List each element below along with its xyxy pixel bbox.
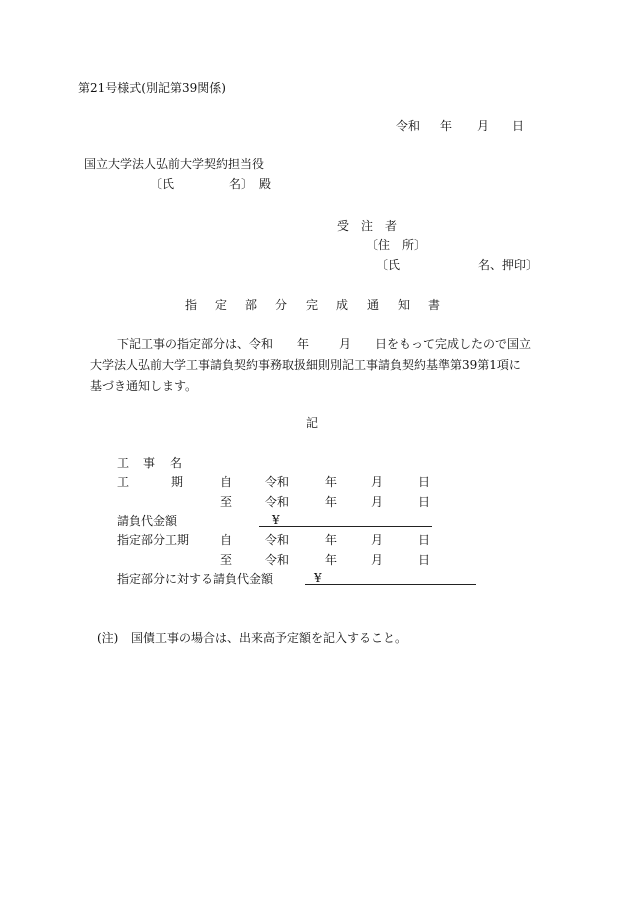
- partial-amount-label: 指定部分に対する請負代金額: [117, 572, 274, 586]
- form-label: 第21号様式(別記第39関係): [78, 81, 226, 95]
- period-from: 自: [220, 475, 233, 489]
- date-year: 年: [440, 119, 453, 133]
- period-label-char: 工: [117, 475, 130, 489]
- ki-heading: 記: [306, 416, 319, 430]
- date-day: 日: [512, 119, 525, 133]
- partial-from-era: 令和: [265, 533, 290, 547]
- doc-title-char: 完: [306, 298, 319, 312]
- partial-from: 自: [220, 533, 233, 547]
- body-line2: 大学法人弘前大学工事請負契約事務取扱細則別記工事請負契約基準第39第1項に: [90, 358, 521, 372]
- doc-title-char: 定: [215, 298, 228, 312]
- contractor-name-close: 名、押印〕: [478, 258, 539, 272]
- date-era: 令和: [396, 119, 421, 133]
- doc-title-char: 指: [185, 298, 198, 312]
- date-month: 月: [477, 119, 490, 133]
- partial-from-month: 月: [371, 533, 384, 547]
- doc-title-char: 成: [336, 298, 349, 312]
- period-from-era: 令和: [265, 475, 290, 489]
- note-text: 国債工事の場合は、出来高予定額を記入すること。: [131, 631, 408, 645]
- period-to-era: 令和: [265, 495, 290, 509]
- contractor-name-open: 〔氏: [376, 258, 401, 272]
- doc-title-char: 知: [398, 298, 411, 312]
- partial-from-year: 年: [325, 533, 338, 547]
- period-label-char: 期: [171, 475, 184, 489]
- partial-to: 至: [220, 553, 233, 567]
- doc-title-char: 分: [275, 298, 288, 312]
- addressee-name-open: 〔氏: [150, 177, 175, 191]
- doc-title-char: 通: [367, 298, 380, 312]
- body-line1-year: 年: [297, 337, 310, 351]
- doc-title-char: 部: [245, 298, 258, 312]
- addressee-honorific: 殿: [259, 177, 272, 191]
- contractor-label: 受 注 者: [337, 219, 398, 233]
- partial-to-day: 日: [418, 553, 431, 567]
- partial-to-year: 年: [325, 553, 338, 567]
- work-name-char: 名: [170, 456, 183, 470]
- body-line1-month: 月: [339, 337, 352, 351]
- work-name-char: 事: [143, 456, 156, 470]
- partial-amount-underline: [305, 584, 476, 585]
- period-to-day: 日: [418, 495, 431, 509]
- addressee-title: 国立大学法人弘前大学契約担当役: [84, 157, 265, 171]
- period-to-year: 年: [325, 495, 338, 509]
- body-line3: 基づき通知します。: [90, 379, 198, 393]
- period-from-year: 年: [325, 475, 338, 489]
- period-from-day: 日: [418, 475, 431, 489]
- note-label: (注): [97, 631, 119, 645]
- contractor-address: 〔住 所〕: [366, 238, 427, 252]
- addressee-name-close: 名〕: [229, 177, 254, 191]
- partial-to-month: 月: [371, 553, 384, 567]
- work-name-char: 工: [117, 456, 130, 470]
- partial-from-day: 日: [418, 533, 431, 547]
- partial-amount-yen: ¥: [314, 571, 322, 585]
- partial-period-label: 指定部分工期: [117, 533, 190, 547]
- period-to-month: 月: [371, 495, 384, 509]
- body-line1-a: 下記工事の指定部分は、令和: [117, 337, 274, 351]
- doc-title-char: 書: [428, 298, 441, 312]
- partial-to-era: 令和: [265, 553, 290, 567]
- contract-amount-underline: [259, 526, 432, 527]
- body-line1-b: 日をもって完成したので国立: [375, 337, 532, 351]
- period-to: 至: [220, 495, 233, 509]
- period-from-month: 月: [371, 475, 384, 489]
- contract-amount-label: 請負代金額: [117, 514, 178, 528]
- contract-amount-yen: ¥: [272, 513, 280, 527]
